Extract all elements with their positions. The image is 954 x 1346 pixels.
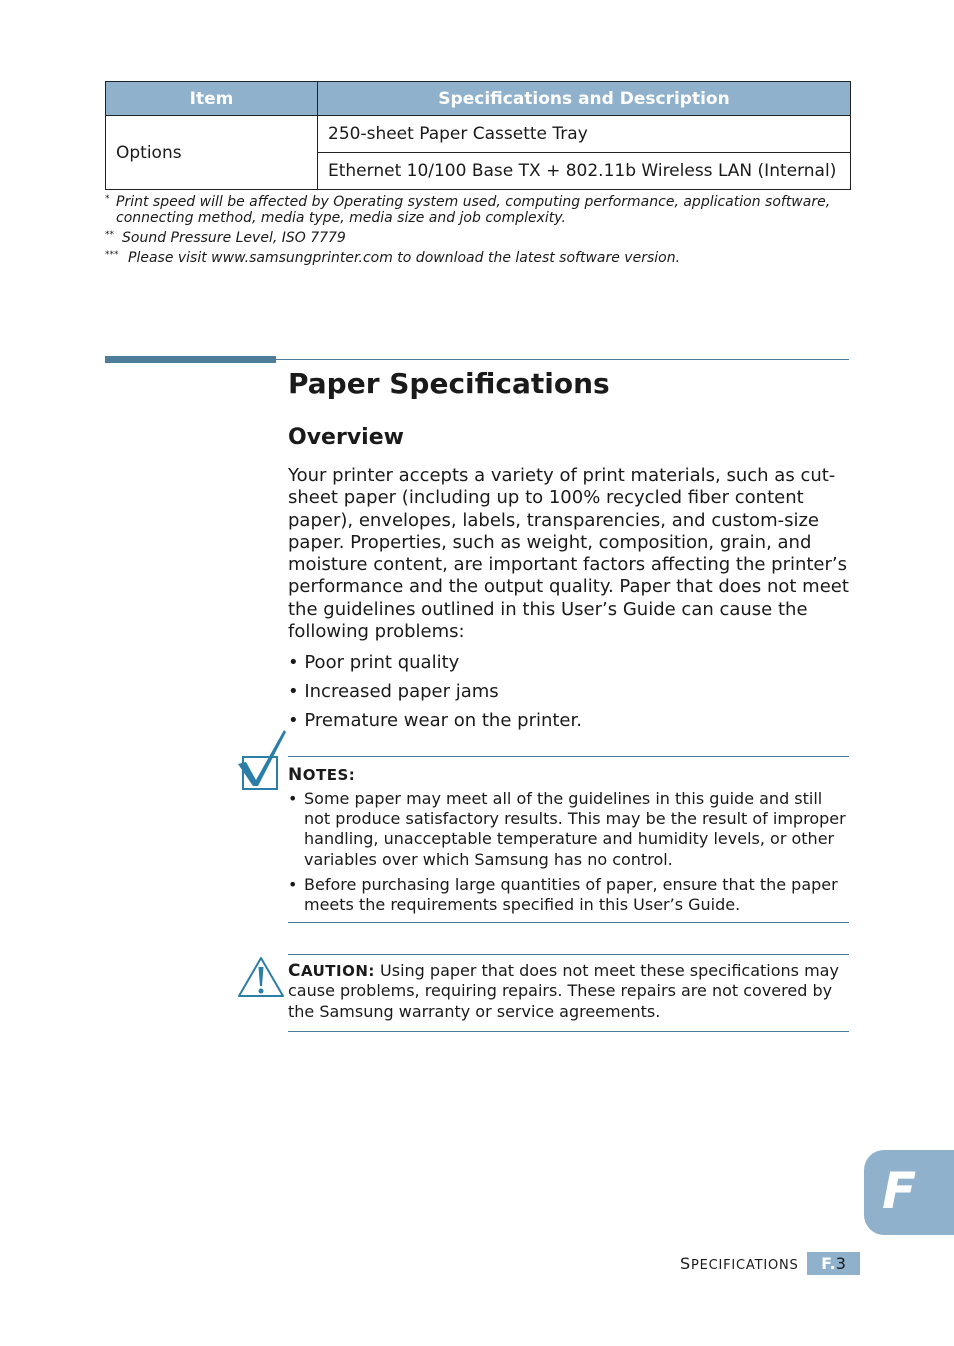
page-title: Paper Specifications (288, 367, 610, 400)
footer-label-rest: PECIFICATIONS (690, 1258, 799, 1273)
header-item: Item (106, 82, 318, 116)
page-number: 3 (835, 1254, 846, 1273)
item-cell: Options (106, 116, 318, 190)
notes-title-rest: OTES: (302, 766, 356, 784)
checkmark-note-icon (236, 728, 288, 792)
page-prefix: F. (821, 1254, 836, 1273)
caution-title (288, 962, 375, 980)
notes-title-initial: N (288, 765, 303, 785)
footnote-text: Print speed will be affected by Operating system used, computing performance, application software, connecting method, media type, media size and job complexity. (116, 194, 831, 226)
footer-label-initial: S (680, 1254, 691, 1273)
list-item: • Before purchasing large quantities of paper, ensure that the paper meets the requirements specified in this User’s Guide. (288, 875, 849, 915)
notes-list (288, 789, 849, 920)
footer-section-label (680, 1254, 799, 1273)
chapter-tab-letter: F (882, 1162, 917, 1220)
notes-title (288, 765, 355, 785)
list-item: • Some paper may meet all of the guidelines in this guide and still not produce satisfactory results. This may be the result of improper handling, unacceptable temperature and humidity levels, or other variables over which Samsung has no control. (288, 789, 849, 870)
list-item: • Poor print quality (288, 652, 460, 673)
overview-paragraph: Your printer accepts a variety of print materials, such as cut-sheet paper (including up to 100% recycled fiber content paper), envelopes, labels, transparencies, and custom-size paper. Properties, such as weight, composition, grain, and moisture content, are important factors affecting the printer’s performance and the output quality. Paper that does not meet the guidelines outlined in this User’s Guide can cause the following problems: (288, 465, 849, 643)
table-header-row (106, 82, 851, 116)
section-rule-thin (276, 359, 849, 360)
footnotes (105, 194, 850, 270)
footnote-mark: *** (105, 250, 119, 260)
list-item: • Premature wear on the printer. (288, 710, 582, 731)
footnote (105, 230, 850, 246)
list-item: • Increased paper jams (288, 681, 499, 702)
description-cell: Ethernet 10/100 Base TX + 802.11b Wireless LAN (Internal) (318, 153, 851, 190)
section-subtitle: Overview (288, 425, 404, 450)
caution-paragraph (288, 961, 849, 1022)
specifications-table (105, 81, 851, 190)
caution-title-rest: AUTION: (300, 962, 375, 980)
description-cell: 250-sheet Paper Cassette Tray (318, 116, 851, 153)
notes-box (288, 756, 849, 923)
caution-title-initial: C (288, 961, 301, 981)
footnote (105, 250, 850, 266)
warning-triangle-icon (236, 955, 286, 999)
footnote-mark: * (105, 194, 110, 204)
footnote-text: Please visit www.samsungprinter.com to download the latest software version. (128, 250, 681, 266)
caution-text: Using paper that does not meet these specifications may cause problems, requiring repairs. These repairs are not covered by the Samsung warranty or service agreements. (288, 961, 839, 1021)
caution-box (288, 954, 849, 1032)
footnote-text: Sound Pressure Level, ISO 7779 (122, 230, 346, 246)
footnote-mark: ** (105, 230, 114, 240)
header-specifications: Specifications and Description (318, 82, 851, 116)
section-rule-thick (105, 356, 276, 363)
footnote (105, 194, 850, 226)
page-number-badge (807, 1252, 860, 1275)
table-row (106, 116, 851, 153)
problems-list (288, 652, 850, 739)
